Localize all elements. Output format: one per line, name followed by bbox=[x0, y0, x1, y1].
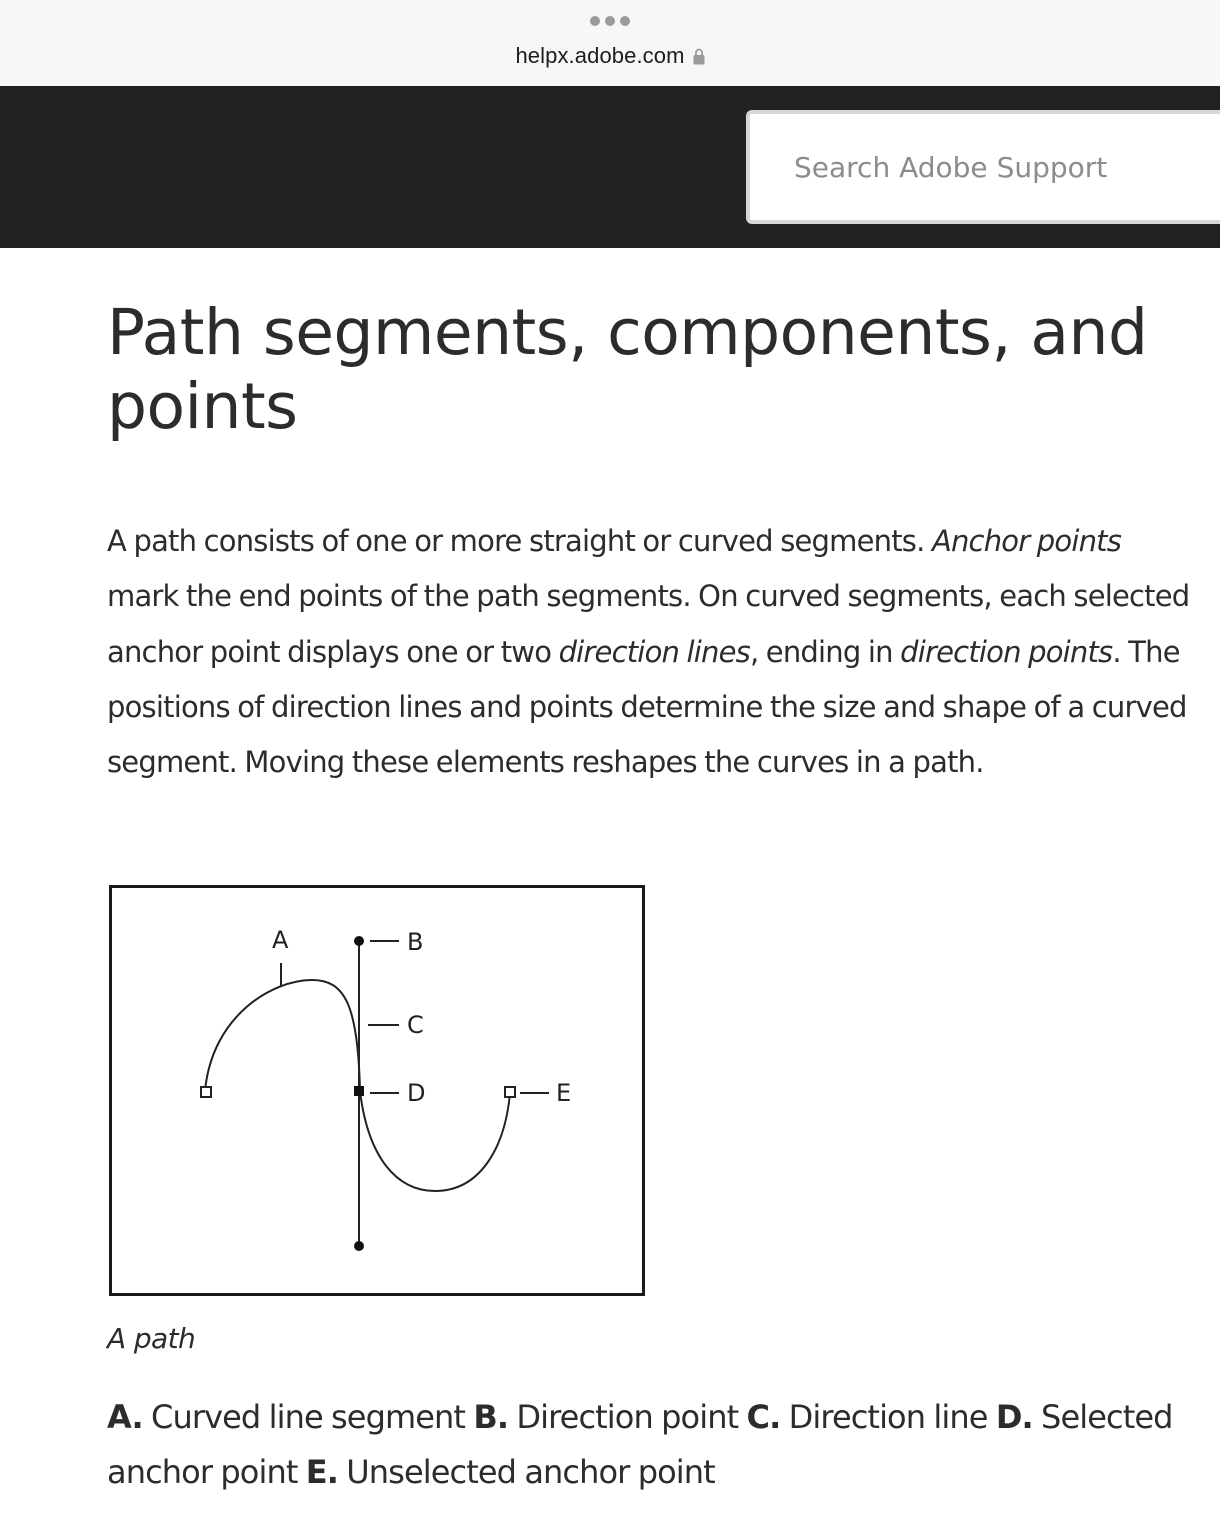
label-e: E bbox=[556, 1079, 572, 1107]
url-domain[interactable]: helpx.adobe.com bbox=[515, 43, 685, 68]
path-diagram bbox=[112, 888, 642, 1293]
legend-item bbox=[107, 1398, 465, 1436]
address-url[interactable] bbox=[0, 43, 1220, 71]
path-figure bbox=[109, 885, 645, 1296]
search-input[interactable] bbox=[794, 142, 1214, 192]
legend-letter: D. bbox=[995, 1398, 1033, 1436]
intro-text: mark the end points of the path segments. On curved segments, each selected anchor point displays one or two bbox=[107, 579, 1190, 669]
legend-text: Unselected anchor point bbox=[346, 1453, 715, 1491]
intro-term: direction points bbox=[900, 634, 1113, 669]
label-d: D bbox=[407, 1079, 426, 1107]
intro-text: A path consists of one or more straight or curved segments. bbox=[107, 524, 932, 558]
label-b: B bbox=[407, 928, 424, 956]
legend-item bbox=[306, 1453, 715, 1491]
legend-text: Direction line bbox=[788, 1398, 988, 1436]
page-title: Path segments, components, and points bbox=[107, 296, 1148, 443]
browser-address-bar bbox=[0, 0, 1220, 86]
direction-point-top bbox=[354, 936, 364, 946]
curved-segment-arch bbox=[205, 980, 360, 1091]
label-c: C bbox=[407, 1011, 424, 1039]
label-a: A bbox=[272, 926, 289, 954]
intro-paragraph bbox=[107, 514, 1197, 790]
figure-legend bbox=[107, 1390, 1197, 1500]
unselected-anchor-right bbox=[505, 1087, 515, 1097]
intro-text: , ending in bbox=[749, 634, 901, 669]
legend-letter: A. bbox=[107, 1398, 143, 1436]
unselected-anchor-left bbox=[201, 1087, 211, 1097]
legend-text: Direction point bbox=[516, 1398, 739, 1436]
search-box[interactable] bbox=[746, 110, 1220, 224]
intro-term: direction lines bbox=[558, 634, 750, 669]
figure-caption: A path bbox=[107, 1322, 196, 1355]
more-dots-icon[interactable] bbox=[0, 16, 1220, 26]
direction-point-bottom bbox=[354, 1241, 364, 1251]
legend-item bbox=[747, 1398, 988, 1436]
legend-letter: B. bbox=[473, 1398, 509, 1436]
intro-text: . The positions of direction lines and points determine the size and shape of a curved segment. Moving these elements reshapes the curves in a path. bbox=[107, 634, 1187, 780]
legend-text: Selected anchor point bbox=[107, 1398, 1173, 1491]
lock-icon bbox=[693, 45, 705, 71]
legend-letter: C. bbox=[746, 1398, 781, 1436]
legend-text: Curved line segment bbox=[151, 1398, 466, 1436]
legend-letter: E. bbox=[305, 1453, 338, 1491]
selected-anchor-point bbox=[354, 1086, 364, 1096]
curved-segment-dip bbox=[360, 1091, 510, 1191]
legend-item bbox=[473, 1398, 738, 1436]
intro-term: Anchor points bbox=[931, 524, 1122, 558]
